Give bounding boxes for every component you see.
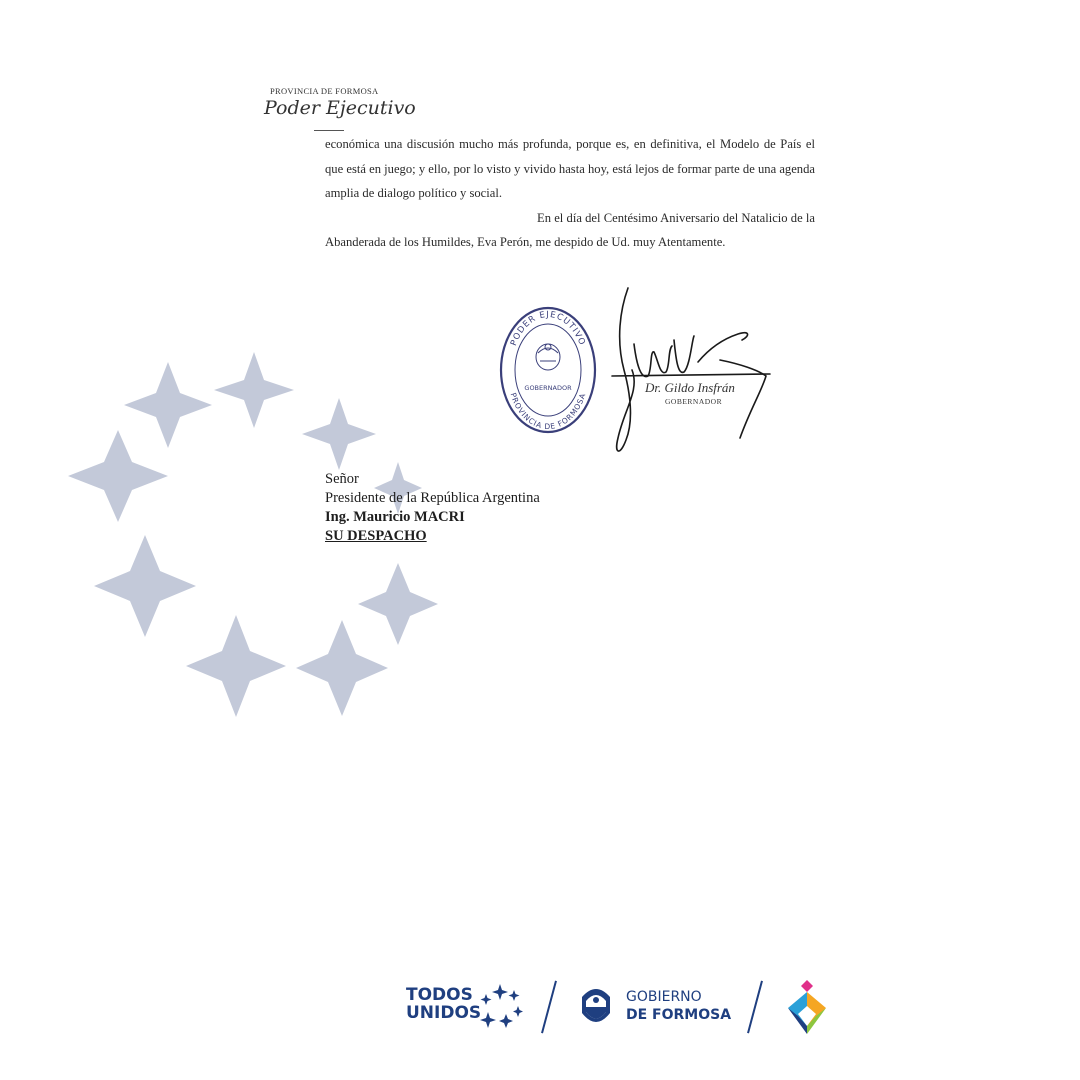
formosa-coat-of-arms-icon <box>576 983 616 1031</box>
letterhead-office: Poder Ejecutivo <box>264 97 416 119</box>
star-cluster-icon <box>476 982 524 1030</box>
slogan-line-1: TODOS <box>406 985 473 1005</box>
star-icon <box>124 362 212 448</box>
official-seal-stamp <box>498 305 598 435</box>
todos-unidos-logo <box>406 986 481 1022</box>
addressee-office: SU DESPACHO <box>325 528 427 544</box>
gobierno-de-formosa-logo <box>626 988 731 1024</box>
seal-bottom-text: PROVINCIA DE FORMOSA <box>508 391 588 432</box>
gov-line-1: GOBIERNO <box>626 989 702 1005</box>
colorful-brand-mark-icon <box>782 978 832 1038</box>
star-icon <box>94 535 196 637</box>
letter-paragraph: económica una discusión mucho más profunda, porque es, en definitiva, el Modelo de País el que está en juego; y ello, por lo visto y vivido hasta hoy, está lejos de formar parte de una agenda amplia de dialogo político y social. <box>325 137 815 200</box>
star-icon <box>186 615 286 717</box>
letterhead <box>264 86 430 119</box>
star-icon <box>296 620 388 716</box>
addressee-name: Ing. Mauricio MACRI <box>325 509 465 525</box>
letterhead-underline <box>314 130 344 131</box>
gov-line-2: DE FORMOSA <box>626 1007 732 1023</box>
letter-body <box>325 132 815 255</box>
signature-name: Dr. Gildo Insfrán <box>645 380 735 395</box>
addressee-block <box>325 470 540 546</box>
slogan-line-2: UNIDOS <box>406 1003 482 1023</box>
star-icon <box>214 352 294 428</box>
svg-text:PROVINCIA DE FORMOSA <box>509 392 588 431</box>
footer-branding <box>400 978 840 1038</box>
handwritten-signature <box>590 280 790 460</box>
star-icon <box>358 563 438 645</box>
addressee-salutation: Señor <box>325 471 359 487</box>
seal-top-text: PODER EJECUTIVO <box>509 309 587 348</box>
svg-text:PODER EJECUTIVO <box>509 310 587 347</box>
letterhead-province: PROVINCIA DE FORMOSA <box>270 86 379 96</box>
letter-paragraph-closing: En el día del Centésimo Aniversario del Natalicio de la Abanderada de los Humildes, Eva Perón, me despido de Ud. muy Atentamente. <box>325 210 815 249</box>
seal-center-text: GOBERNADOR <box>524 384 572 392</box>
star-icon <box>68 430 168 522</box>
footer-divider <box>747 981 763 1034</box>
footer-divider <box>541 981 557 1034</box>
addressee-position: Presidente de la República Argentina <box>325 490 540 506</box>
signature-title: GOBERNADOR <box>665 397 723 406</box>
coat-of-arms-icon <box>536 344 560 370</box>
star-icon <box>302 398 376 470</box>
